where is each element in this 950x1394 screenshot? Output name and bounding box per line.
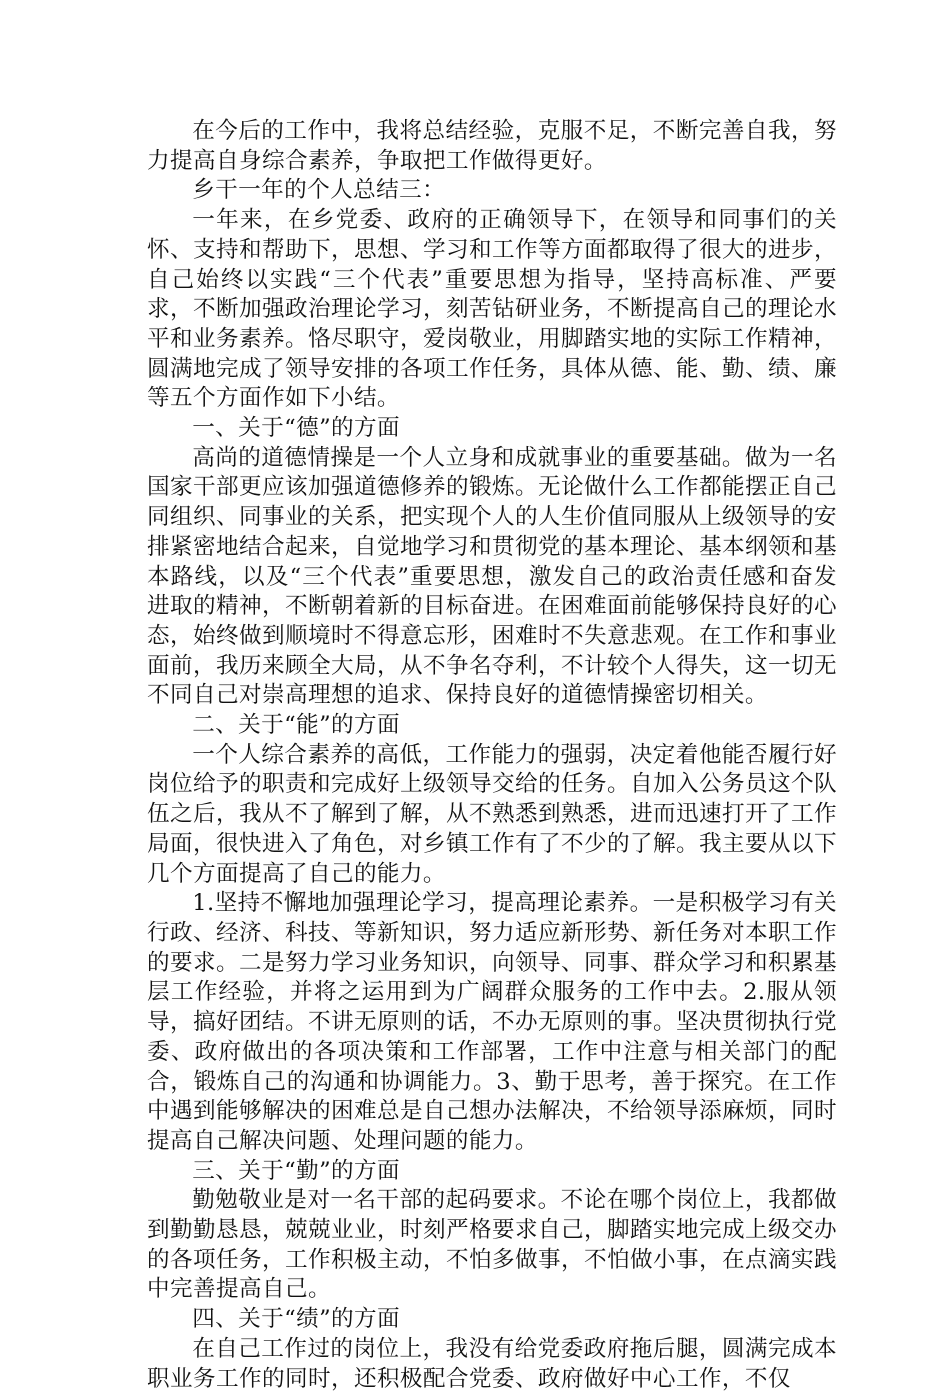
paragraph-intro: 一年来，在乡党委、政府的正确领导下，在领导和同事们的关怀、支持和帮助下，思想、学习和工作等方面都取得了很大的进步，自己始终以实践“三个代表”重要思想为指导，坚持高标准、严要求，不断加强政治理论学习，刻苦钻研业务，不断提高自己的理论水平和业务素养。恪尽职守，爱岗敬业，用脚踏实地的实际工作精神，圆满地完成了领导安排的各项工作任务，具体从德、能、勤、绩、廉等五个方面作如下小结。 [147,207,837,412]
paragraph-achievement: 在自己工作过的岗位上，我没有给党委政府拖后腿，圆满完成本职业务工作的同时，还积极配合党委、政府做好中心工作，不仅 [147,1335,837,1392]
paragraph-closing-summary: 在今后的工作中，我将总结经验，克服不足，不断完善自我，努力提高自身综合素养，争取把工作做得更好。 [147,118,837,174]
paragraph-morality: 高尚的道德情操是一个人立身和成就事业的重要基础。做为一名国家干部更应该加强道德修养的锻炼。无论做什么工作都能摆正自己同组织、同事业的关系，把实现个人的人生价值同服从上级领导的安排紧密地结合起来，自觉地学习和贯彻党的基本理论、基本纲领和基本路线，以及“三个代表”重要思想，激发自己的政治责任感和奋发进取的精神，不断朝着新的目标奋进。在困难面前能够保持良好的心态，始终做到顺境时不得意忘形，困难时不失意悲观。在工作和事业面前，我历来顾全大局，从不争名夺利，不计较个人得失，这一切无不同自己对崇高理想的追求、保持良好的道德情操密切相关。 [147,444,837,709]
heading-ability: 二、关于“能”的方面 [192,712,401,739]
document-body [147,117,837,1394]
heading-morality: 一、关于“德”的方面 [192,415,401,442]
heading-achievement: 四、关于“绩”的方面 [192,1306,401,1333]
paragraph-diligence: 勤勉敬业是对一名干部的起码要求。不论在哪个岗位上，我都做到勤勤恳恳，兢兢业业，时刻严格要求自己，脚踏实地完成上级交办的各项任务，工作积极主动，不怕多做事，不怕做小事，在点滴实践中完善提高自己。 [147,1187,837,1303]
paragraph-ability: 一个人综合素养的高低，工作能力的强弱，决定着他能否履行好岗位给予的职责和完成好上级领导交给的任务。自加入公务员这个队伍之后，我从不了解到了解，从不熟悉到熟悉，进而迅速打开了工作局面，很快进入了角色，对乡镇工作有了不少的了解。我主要从以下几个方面提高了自己的能力。 [147,741,837,887]
heading-diligence: 三、关于“勤”的方面 [192,1157,401,1184]
paragraph-ability-points: 1.坚持不懈地加强理论学习，提高理论素养。一是积极学习有关行政、经济、科技、等新知识，努力适应新形势、新任务对本职工作的要求。二是努力学习业务知识，向领导、同事、群众学习和积累基层工作经验，并将之运用到为广阔群众服务的工作中去。2.服从领导，搞好团结。不讲无原则的话，不办无原则的事。坚决贯彻执行党委、政府做出的各项决策和工作部署，工作中注意与相关部门的配合，锻炼自己的沟通和协调能力。3、勤于思考，善于探究。在工作中遇到能够解决的困难总是自己想办法解决，不给领导添麻烦，同时提高自己解决问题、处理问题的能力。 [147,890,837,1154]
section-title-summary-three: 乡干一年的个人总结三： [192,177,446,204]
